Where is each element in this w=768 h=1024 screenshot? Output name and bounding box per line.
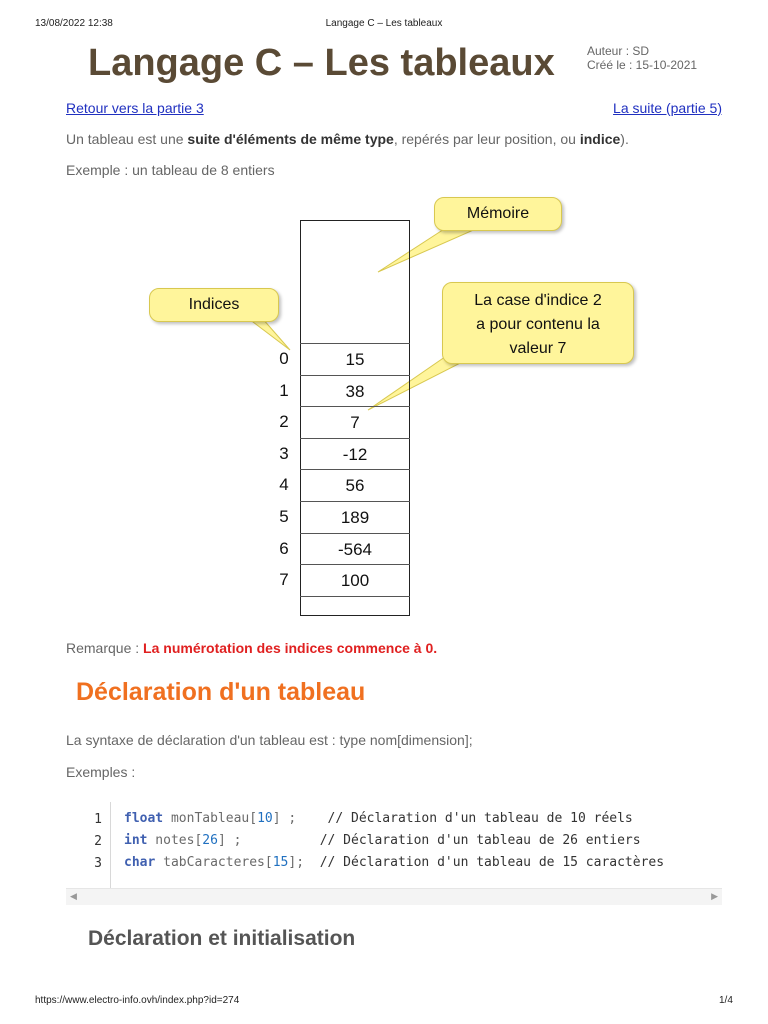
section-heading-init: Déclaration et initialisation xyxy=(88,927,356,950)
line-number: 3 xyxy=(94,856,102,871)
callout-indices: Indices xyxy=(149,288,279,322)
print-datetime: 13/08/2022 12:38 xyxy=(35,18,113,29)
page-title: Langage C – Les tableaux xyxy=(88,42,555,84)
index-label: 0 xyxy=(279,349,289,368)
scroll-right-icon[interactable]: ▶ xyxy=(711,891,718,901)
code-block xyxy=(66,802,722,888)
index-label: 3 xyxy=(279,443,289,463)
memory-cell: 100 xyxy=(300,564,410,596)
next-part-link[interactable]: La suite (partie 5) xyxy=(613,100,722,116)
index-label: 1 xyxy=(279,380,289,400)
syntax-paragraph: La syntaxe de déclaration d'un tableau est : type nom[dimension]; xyxy=(66,732,473,748)
index-label: 7 xyxy=(279,570,289,590)
print-page-title: Langage C – Les tableaux xyxy=(325,18,443,29)
code-line: int notes[26] ; // Déclaration d'un tableau de 26 entiers xyxy=(124,833,641,848)
print-url: https://www.electro-info.ovh/index.php?id=274 xyxy=(35,995,240,1006)
line-number: 1 xyxy=(94,812,102,827)
section-heading-declaration: Déclaration d'un tableau xyxy=(76,678,366,706)
print-page-number: 1/4 xyxy=(719,995,733,1006)
index-label: 5 xyxy=(279,507,289,526)
created-date: Créé le : 15-10-2021 xyxy=(587,58,698,72)
remark: Remarque : La numérotation des indices commence à 0. xyxy=(66,640,438,656)
memory-cell: 56 xyxy=(300,469,410,501)
memory-cell: 38 xyxy=(300,375,410,407)
code-line: float monTableau[10] ; // Déclaration d'un tableau de 10 réels xyxy=(124,811,633,826)
memory-cell: 7 xyxy=(300,406,410,438)
index-label: 2 xyxy=(279,412,289,432)
index-label: 6 xyxy=(279,538,289,558)
example-label: Exemple : un tableau de 8 entiers xyxy=(66,162,275,178)
scroll-left-icon[interactable]: ◀ xyxy=(70,891,77,901)
callout-memoire: Mémoire xyxy=(434,197,562,231)
code-horizontal-scrollbar[interactable] xyxy=(66,888,722,905)
memory-cell: -564 xyxy=(300,533,410,565)
memory-cell-empty xyxy=(300,596,410,618)
line-number: 2 xyxy=(94,834,102,849)
intro-paragraph: Un tableau est une suite d'éléments de même type, repérés par leur position, ou indice). xyxy=(66,131,629,147)
author-label: Auteur : SD xyxy=(587,44,650,58)
memory-cell: 15 xyxy=(300,343,410,375)
code-gutter xyxy=(66,802,111,888)
memory-cell: 189 xyxy=(300,501,410,533)
code-line: char tabCaracteres[15]; // Déclaration d'un tableau de 15 caractères xyxy=(124,855,665,870)
memory-cell: -12 xyxy=(300,438,410,470)
callout-case-indice: La case d'indice 2 a pour contenu la valeur 7 xyxy=(442,282,634,364)
examples-label: Exemples : xyxy=(66,764,136,780)
index-label: 4 xyxy=(279,475,289,495)
prev-part-link[interactable]: Retour vers la partie 3 xyxy=(66,100,204,116)
